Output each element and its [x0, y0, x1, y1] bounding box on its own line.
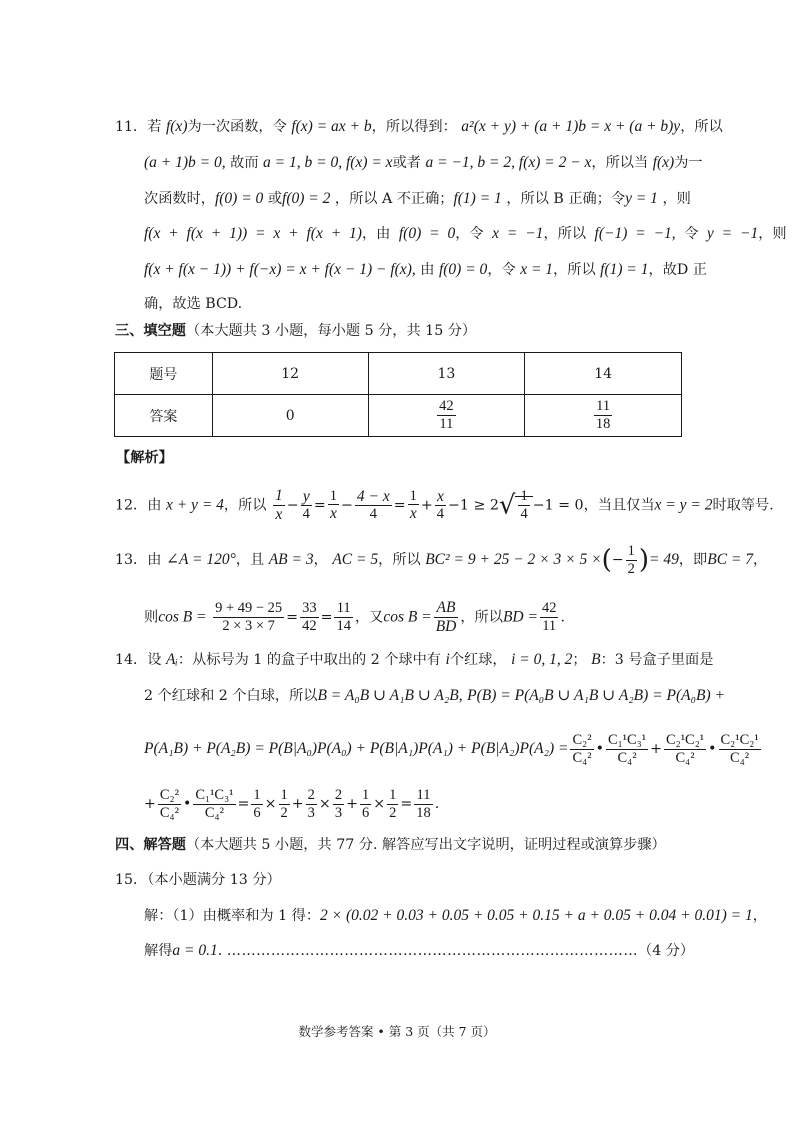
table-cell — [368, 395, 525, 437]
q11-line-4: f(x + f(x + 1)) = x + f(x + 1)，由 f(0) = 0，令 x = −1，所以 f(−1) = −1, 令 y = −1，则 — [144, 225, 787, 242]
page-footer: 数学参考答案 • 第 3 页（共 7 页） — [298, 1024, 496, 1039]
q12-line: 12．由 x + y = 4，所以 $\frac{1}{x}$ − $\frac{y}{4}$ = $\frac{1}{x}$ − $\frac{4 - x}{4}$ = $\frac{1}{x}$ + $\frac{x}{4}$ −1 ≥ 2√ $\frac{1}{4}$ −1 = 0，当且仅当x = y = 2时取等号. — [115, 487, 774, 523]
q11-line-1: 11．若 f(x)为一次函数，令 f(x) = ax + b，所以得到： a²(x + y) + (a + 1)b = x + (a + b)y，所以 — [115, 118, 723, 135]
q14-line-1: 14．设 Aᵢ：从标号为 1 的盒子中取出的 2 个球中有 i个红球， i = 0, 1, 2； B：3 号盒子里面是 — [115, 651, 714, 668]
q11-line-2: (a + 1)b = 0, 故而 a = 1, b = 0, f(x) = x或者 a = −1, b = 2, f(x) = 2 − x，所以当 f(x)为一 — [144, 154, 703, 171]
q14-line-3: P(A₁B) + P(A₂B) = P(B|A₀)P(A₀) + P(B|A₁)P(A₁) + P(B|A₂)P(A₂) = $\frac{\text{C₂²}}{\text{C₄²}}$ • $\frac{\text{C₁¹C₃¹}}{\text{C₄²}}$ + $\frac{\text{C₂¹C₂¹}}{\text{C₄²}}$ • $\frac{\text{C₂¹C₂¹}}{\text{C₄²}}$ — [144, 732, 759, 766]
answer-table — [114, 352, 682, 437]
q14-line-4: + $\frac{\text{C₂²}}{\text{C₄²}}$ • $\frac{\text{C₁¹C₃¹}}{\text{C₄²}}$ = $\frac{1}{6}$ × $\frac{1}{2}$ + $\frac{2}{3}$ × $\frac{2}{3}$ + $\frac{1}{6}$ × $\frac{1}{2}$ = $\frac{11}{18}$ . — [144, 787, 440, 821]
q15-line-2: 解得a = 0.1. …………………………………………………………………………（4 分） — [144, 942, 695, 959]
q11-line-6: 确，故选 BCD. — [144, 296, 243, 312]
table-row — [115, 395, 682, 437]
section3-heading: 三、填空题（本大题共 3 小题，每小题 5 分，共 15 分） — [115, 323, 477, 339]
q13-line-2: 则cos B = $\frac{9 + 49 - 25}{2 \times 3 \times 7}$ = $\frac{33}{42}$ = $\frac{11}{14}$ ，又cos B = $\frac{AB}{BD}$ ，所以BD = $\frac{42}{11}$ . — [144, 599, 565, 635]
table-cell: 题号 — [115, 353, 213, 395]
table-cell — [525, 395, 682, 437]
analysis-label: 【解析】 — [116, 450, 173, 466]
table-row — [115, 353, 682, 395]
q14-line-2: 2 个红球和 2 个白球，所以B = A₀B ∪ A₁B ∪ A₂B, P(B) = P(A₀B ∪ A₁B ∪ A₂B) = P(A₀B) + — [144, 687, 725, 704]
q15-line-1: 解：（1）由概率和为 1 得：2 × (0.02 + 0.03 + 0.05 + 0.05 + 0.15 + a + 0.05 + 0.04 + 0.01) = 1， — [144, 907, 767, 924]
answer-14-fraction: $\frac{11}{18}$ — [595, 398, 611, 432]
table-cell: 14 — [525, 353, 682, 395]
answer-13-fraction: $\frac{42}{11}$ — [439, 398, 454, 432]
table-cell: 13 — [368, 353, 525, 395]
table-cell: 0 — [212, 395, 368, 437]
table-cell: 答案 — [115, 395, 213, 437]
q11-line-5: f(x + f(x − 1)) + f(−x) = x + f(x − 1) − f(x), 由 f(0) = 0，令 x = 1，所以 f(1) = 1，故D 正 — [144, 261, 707, 278]
q15-header: 15．（本小题满分 13 分） — [115, 872, 281, 888]
section4-heading: 四、解答题（本大题共 5 小题，共 77 分. 解答应写出文字说明，证明过程或演算步骤） — [115, 837, 666, 853]
q13-line-1: 13．由 ∠A = 120°，且 AB = 3， AC = 5，所以 BC² = 9 + 25 − 2 × 3 × 5 ×(− $\frac{1}{2}$ )= 49，即BC = 7， — [115, 543, 768, 577]
table-cell: 12 — [212, 353, 368, 395]
q11-line-3: 次函数时，f(0) = 0 或f(0) = 2 ，所以 A 不正确；f(1) = 1 ，所以 B 正确；令y = 1 ，则 — [144, 190, 691, 207]
